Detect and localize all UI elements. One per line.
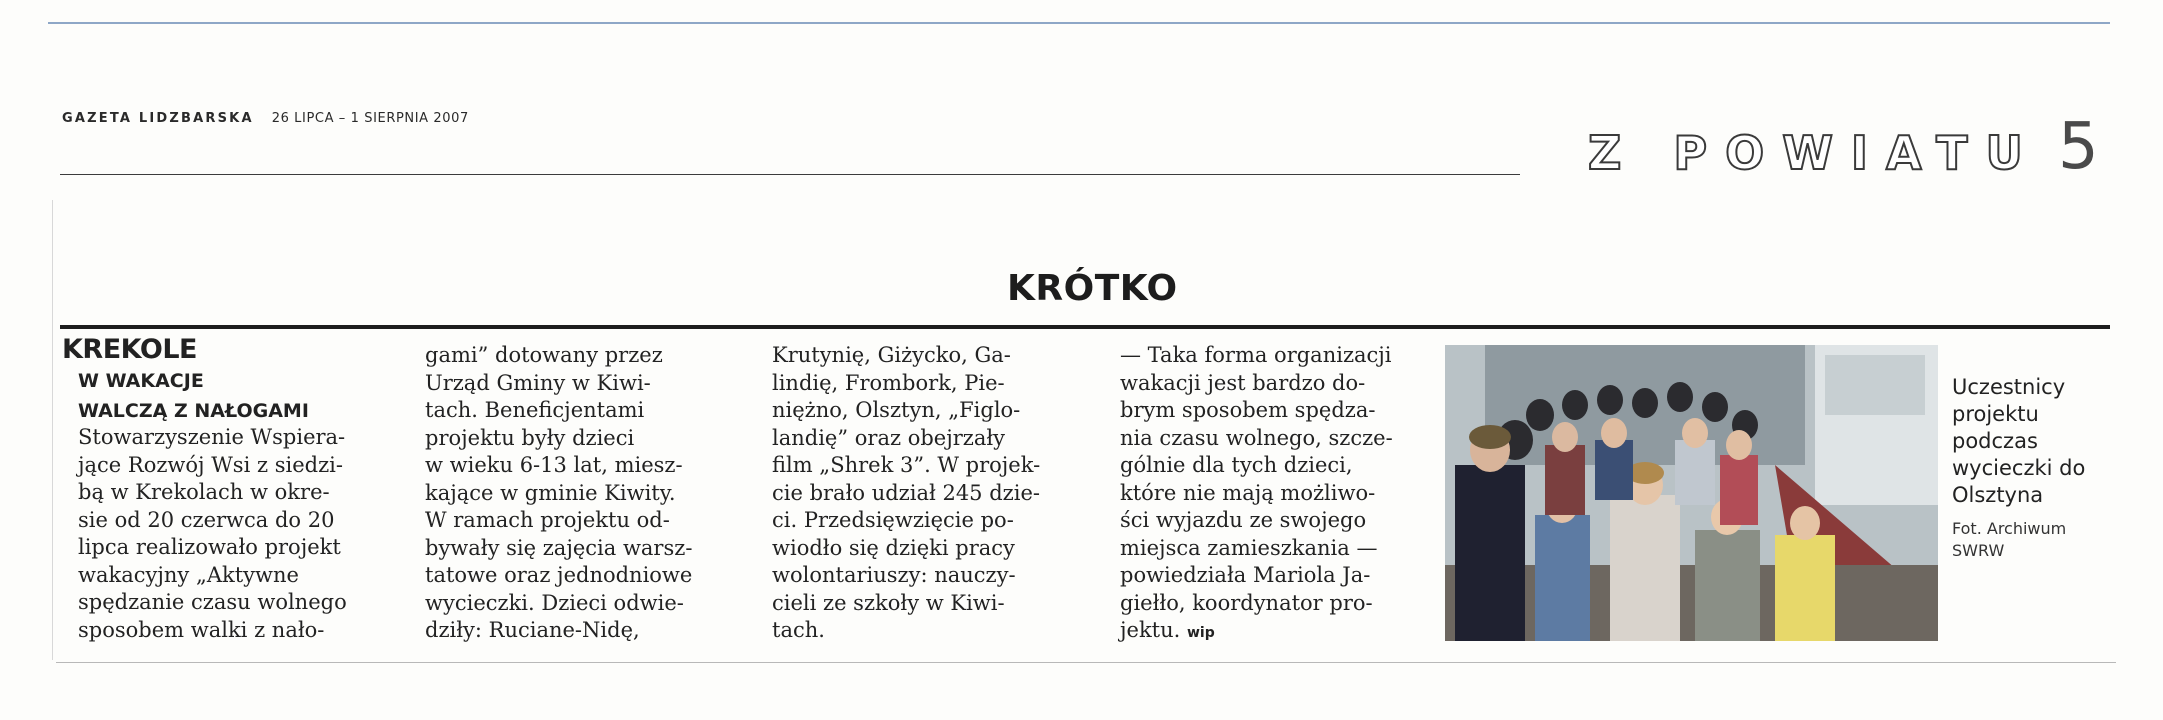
subhead-line: W WAKACJE (78, 370, 204, 392)
newspaper-name: GAZETA LIDZBARSKA (62, 111, 254, 126)
article-subhead (78, 366, 368, 426)
text-line: cieli ze szkoły w Kiwi- (772, 590, 1005, 615)
text-line: wakacyjny „Aktywne (78, 562, 299, 587)
text-line: wolontariuszy: nauczy- (772, 563, 1016, 587)
caption-line: Olsztyna (1952, 483, 2044, 507)
text-line: w wieku 6-13 lat, miesz- (425, 453, 683, 477)
text-line: landię” oraz obejrzały (772, 425, 1006, 450)
caption-line: wycieczki do (1952, 456, 2086, 480)
kicker-rule (60, 325, 2110, 329)
caption-line: podczas (1952, 429, 2038, 453)
text-line: wakacji jest bardzo do- (1120, 370, 1366, 395)
group-photo (1445, 345, 1938, 641)
page-number: 5 (2058, 110, 2099, 184)
text-line: tatowe oraz jednodniowe (425, 563, 693, 587)
section-rule (60, 174, 1520, 175)
text-line: brym sposobem spędza- (1120, 398, 1376, 422)
photo-caption (1952, 374, 2112, 509)
caption-line: Uczestnicy (1952, 375, 2066, 399)
caption-line: projektu (1952, 402, 2039, 426)
text-line: niężno, Olsztyn, „Figlo- (772, 398, 1021, 422)
text-line: projektu były dzieci (425, 425, 635, 450)
text-line: tach. Beneficjentami (425, 398, 645, 422)
credit-line: SWRW (1952, 541, 2005, 560)
text-line: sposobem walki z nało- (78, 617, 325, 642)
section-title: Z POWIATU (1588, 126, 2041, 180)
photo-credit (1952, 518, 2112, 562)
top-border-line (48, 22, 2110, 24)
text-line: ści wyjazdu ze swojego (1120, 508, 1367, 532)
text-line: kające w gminie Kiwity. (425, 480, 676, 505)
page-edge-line (52, 200, 53, 660)
issue-date: 26 LIPCA – 1 SIERPNIA 2007 (271, 111, 469, 126)
text-line: giełło, koordynator pro- (1120, 590, 1373, 615)
bottom-rule (56, 662, 2116, 663)
text-line: W ramach projektu od- (425, 508, 670, 532)
text-line: lipca realizowało projekt (78, 535, 341, 559)
article-headline: KREKOLE (62, 334, 197, 365)
text-line: Stowarzyszenie Wspiera- (78, 425, 346, 449)
text-line: Krutynię, Giżycko, Ga- (772, 343, 1011, 367)
subhead-line: WALCZĄ Z NAŁOGAMI (78, 400, 309, 422)
text-line: spędzanie czasu wolnego (78, 590, 347, 614)
article-column-1 (78, 424, 347, 644)
text-line: tach. (772, 618, 825, 642)
text-line: miejsca zamieszkania — (1120, 535, 1378, 560)
text-line: ci. Przedsięwzięcie po- (772, 508, 1014, 532)
author-signature: wip (1187, 625, 1215, 641)
text-line: bywały się zajęcia warsz- (425, 535, 693, 560)
article-column-2 (425, 342, 692, 645)
text-line: jące Rozwój Wsi z siedzi- (78, 452, 343, 477)
text-line: które nie mają możliwo- (1120, 480, 1376, 505)
credit-line: Fot. Archiwum (1952, 519, 2067, 538)
text-line: wiodło się dzięki pracy (772, 535, 1015, 560)
text-line: gólnie dla tych dzieci, (1120, 453, 1353, 477)
text-line: lindię, Frombork, Pie- (772, 370, 1005, 395)
kicker-heading: KRÓTKO (1007, 268, 1178, 309)
text-line: jektu. (1120, 618, 1181, 642)
text-line: bą w Krekolach w okre- (78, 480, 330, 504)
photo-illustration (1445, 345, 1938, 641)
text-line: cie brało udział 245 dzie- (772, 480, 1040, 505)
article-column-3 (772, 342, 1040, 645)
text-line: film „Shrek 3”. W projek- (772, 453, 1041, 477)
text-line: powiedziała Mariola Ja- (1120, 563, 1371, 587)
text-line: Urząd Gminy w Kiwi- (425, 370, 651, 395)
text-line: wycieczki. Dzieci odwie- (425, 590, 684, 615)
text-line: nia czasu wolnego, szcze- (1120, 425, 1393, 450)
text-line: sie od 20 czerwca do 20 (78, 507, 335, 532)
text-line: — Taka forma organizacji (1120, 343, 1392, 367)
masthead (62, 111, 469, 126)
text-line: gami” dotowany przez (425, 343, 663, 367)
text-line-with-signature (1120, 617, 1393, 648)
text-line: dziły: Ruciane-Nidę, (425, 618, 640, 642)
article-column-4 (1120, 342, 1393, 648)
